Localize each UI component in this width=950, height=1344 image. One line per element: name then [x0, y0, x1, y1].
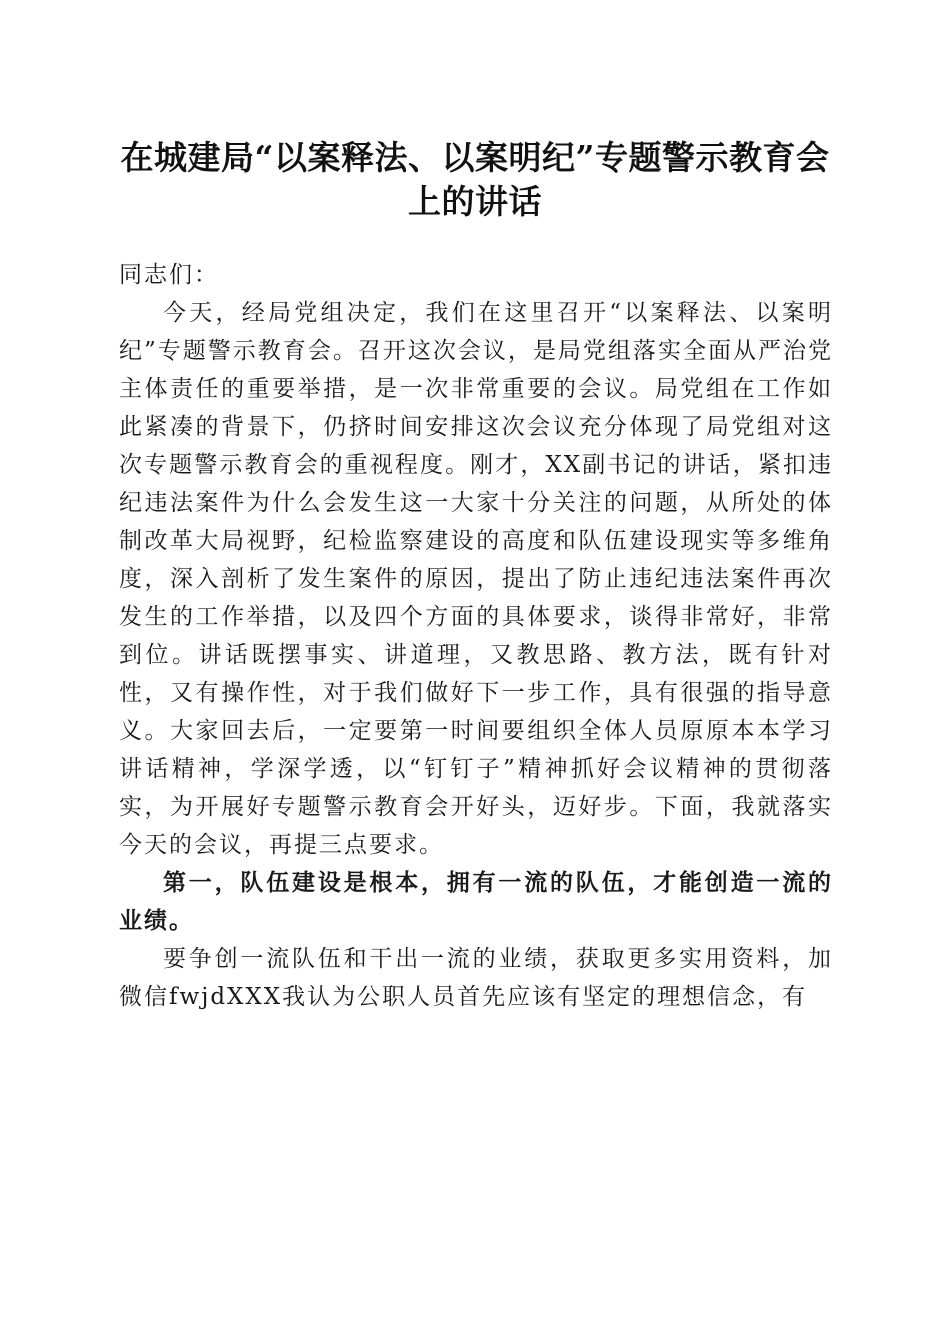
paragraph-intro: 今天，经局党组决定，我们在这里召开“以案释法、以案明纪”专题警示教育会。召开这次会议，是局党组落实全面从严治党主体责任的重要举措，是一次非常重要的会议。局党组在工作如此紧凑的背景下，仍挤时间安排这次会议充分体现了局党组对这次专题警示教育会的重视程度。刚才，XX副书记的讲话，紧扣违纪违法案件为什么会发生这一大家十分关注的问题，从所处的体制改革大局视野，纪检监察建设的高度和队伍建设现实等多维角度，深入剖析了发生案件的原因，提出了防止违纪违法案件再次发生的工作举措，以及四个方面的具体要求，谈得非常好，非常到位。讲话既摆事实、讲道理，又教思路、教方法，既有针对性，又有操作性，对于我们做好下一步工作，具有很强的指导意义。大家回去后，一定要第一时间要组织全体人员原原本本学习讲话精神，学深学透，以“钉钉子”精神抓好会议精神的贯彻落实，为开展好专题警示教育会开好头，迈好步。下面，我就落实今天的会议，再提三点要求。	[119, 300, 833, 858]
document-title: 在城建局“以案释法、以案明纪”专题警示教育会上的讲话	[120, 138, 830, 221]
greeting: 同志们：	[119, 262, 219, 288]
document-body	[119, 256, 833, 1016]
paragraph-point-one-body: 要争创一流队伍和干出一流的业绩，获取更多实用资料，加微信fwjdXXX我认为公职人员首先应该有坚定的理想信念，有	[119, 946, 833, 1010]
paragraph-point-one: 第一，队伍建设是根本，拥有一流的队伍，才能创造一流的业绩。	[119, 869, 833, 934]
